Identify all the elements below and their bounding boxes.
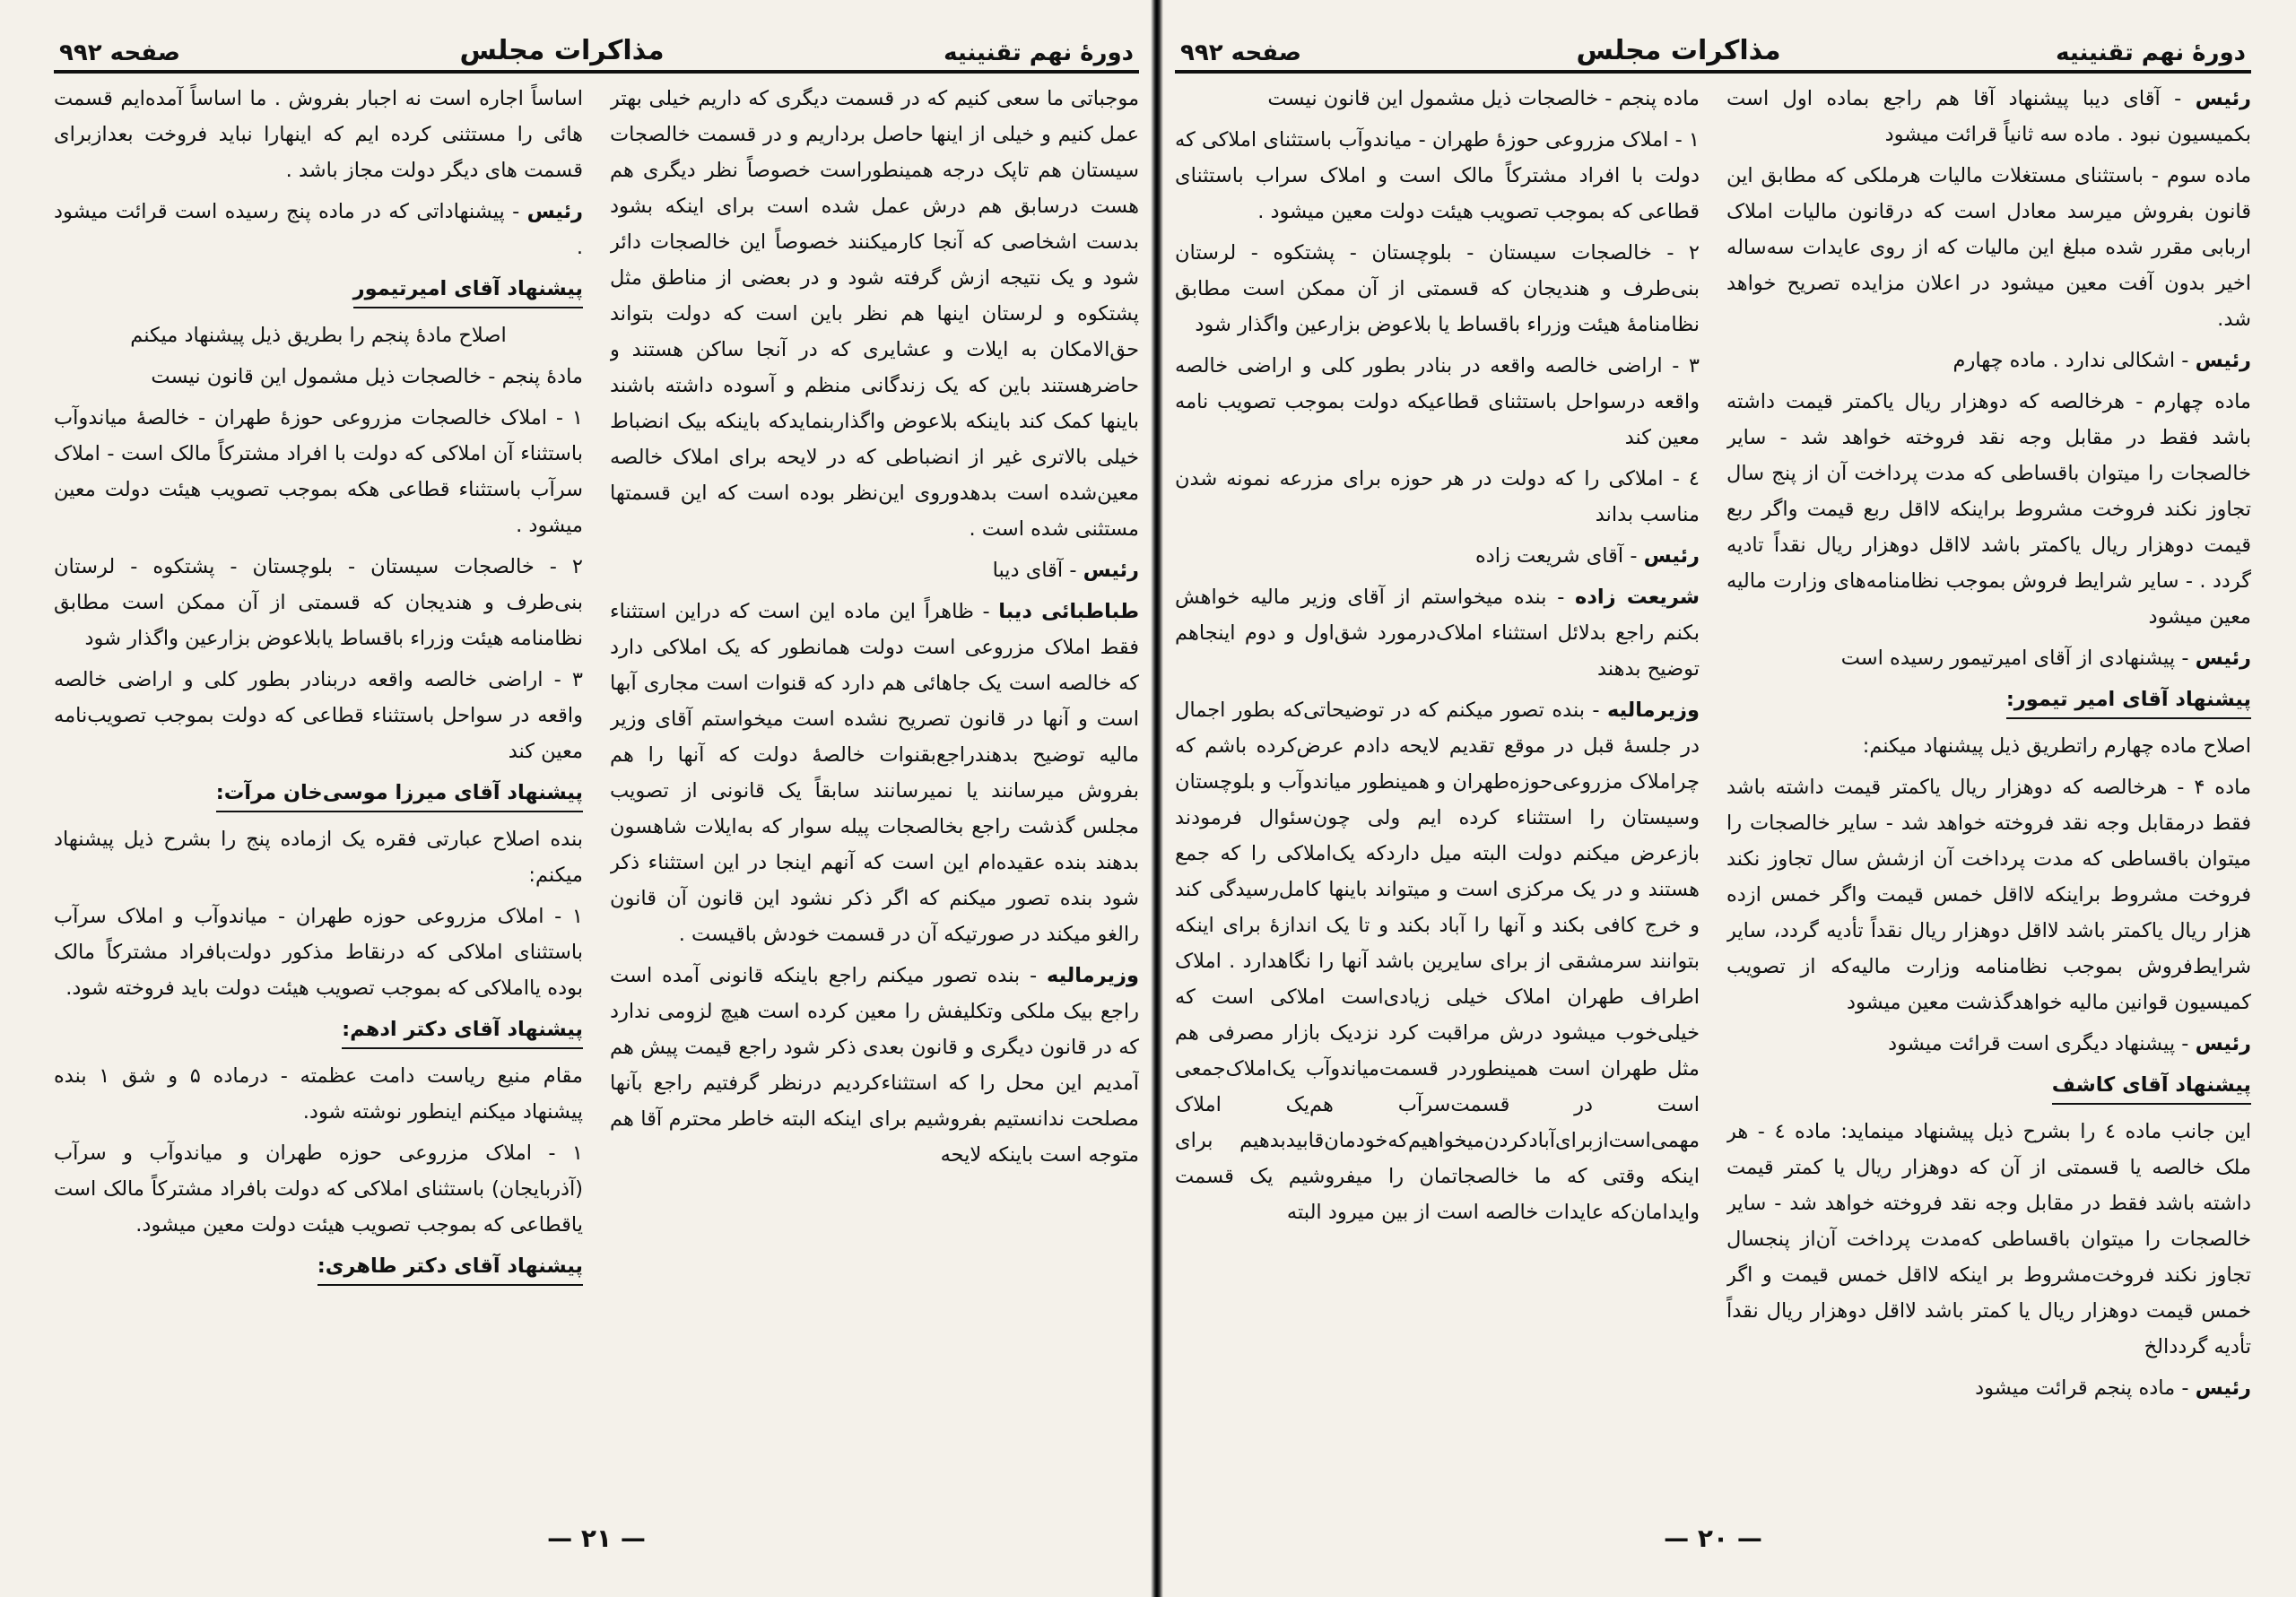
left-page-columns bbox=[54, 81, 1139, 1515]
body-paragraph: ماده ۴ - هرخالصه که دوهزار ریال یاکمتر قیمت داشته باشد فقط درمقابل وجه نقد فروخته خواهد شد - سایر خالصجات را میتوان باقساطی که مدت پرداخت آن ازشش سال تجاوز نکند فروخت مشروط براینکه لااقل خمس قیمت واگر خمس ازده هزار ریال یاکمتر باشد لااقل دوهزار ریال نقداً تأدیه گردد، سایر شرایط‌فروش بموجب نظامنامه وزارت مالیه‌که از تصویب کمیسیون قوانین مالیه خواهدگذشت معین میشود bbox=[1726, 776, 2251, 1014]
body-paragraph: مقام منیع ریاست دامت عظمته - درماده ۵ و شق ۱ بنده پیشنهاد میکنم اینطور نوشته شود. bbox=[54, 1064, 583, 1124]
body-paragraph: ۱ - املاک مزروعی حوزهٔ طهران - میاندوآب باستثنای املاکی که دولت با افراد مشترکاً مالک است و املاک سراب باستثنای قطاعی که بموجب تصویب هیئت دولت معین میشود . bbox=[1175, 128, 1700, 223]
right-header-session: دورهٔ نهم تقنینیه bbox=[2056, 39, 2246, 66]
right-page-columns bbox=[1175, 81, 2251, 1515]
speaker-name: رئیس bbox=[2195, 647, 2251, 670]
centered-line: اصلاح مادهٔ پنجم را بطریق ذیل پیشنهاد میکنم bbox=[130, 324, 507, 347]
proposal-heading bbox=[54, 775, 583, 816]
speaker-name: طباطبائی دیبا bbox=[998, 600, 1139, 623]
proposal-heading-text: پیشنهاد آقای دکتر ادهم: bbox=[342, 1011, 583, 1049]
body-paragraph: اصلاح ماده چهارم راتطریق ذیل پیشنهاد میکنم: bbox=[1862, 734, 2251, 758]
speaker-text: - پیشنهادی از آقای امیرتیمور رسیده است bbox=[1840, 647, 2196, 670]
speaker-name: رئیس bbox=[2195, 349, 2251, 372]
body-paragraph: ۳ - اراضی خالصه واقعه دربنادر بطور کلی و اراضی خالصه واقعه در سواحل باستثناء قطاعی که دولت بموجب تصویب‌نامه معین کند bbox=[54, 668, 583, 763]
speaker-paragraph bbox=[54, 194, 583, 265]
body-paragraph: ماده پنجم - خالصجات ذیل مشمول این قانون نیست bbox=[1267, 87, 1700, 110]
body-paragraph: اساساً اجاره است نه اجبار بفروش . ما اساساً آمده‌ایم قسمت هائی را مستثنی کرده ایم که اینهارا نباید فروخت بعدازبرای قسمت های دیگر دولت مجاز باشد . bbox=[54, 87, 583, 182]
proposal-heading-text: پیشنهاد آقای میرزا موسی‌خان مرآت: bbox=[216, 775, 583, 812]
body-paragraph: بنده اصلاح عبارتی فقره یک ازماده پنج را بشرح ذیل پیشنهاد میکنم: bbox=[54, 828, 583, 887]
right-header-page-label: صفحه ۹۹۲ bbox=[1180, 39, 1302, 66]
speaker-paragraph bbox=[1726, 81, 2251, 152]
body-paragraph: ۲ - خالصجات سیستان - بلوچستان - پشتکوه - لرستان بنی‌طرف و هندیجان که قسمتی از آن ممکن است مطابق نظامنامهٔ هیئت وزراء باقساط یا بلاعوض بزارعین واگذار شود bbox=[1175, 241, 1700, 336]
right-page-number: — ۲۰ — bbox=[1664, 1523, 1762, 1553]
body-paragraph: موجباتی ما سعی کنیم که در قسمت دیگری که داریم خیلی بهتر عمل کنیم و خیلی از اینها حاصل برداریم و در قسمت خالصجات سیستان هم تاپک درجه همینطوراست خصوصاً نظر دیگری هم هست درسابق هم درش عمل شده است برای اینکه بشود بدست اشخاصی که آنجا کارمیکنند خصوصاً این خالصجات دائر شود و یک نتیجه ازش گرفته شود و در بعضی از مناطق مثل پشتکوه و لرستان اینها هم نظر باین است که دولت بتواند حق‌الامکان به ایلات و عشایری که در آنجا ساکن هستند و حاضرهستند باین که یک زندگانی منظم و آسوده داشته باشند باینها کمک کند باینکه بلاعوض واگذاربنمایدکه باینکه بیک انضباط خیلی بالاتری غیر از انضباطی که در لایحه برای املاک خالصه معین‌شده است بدهدوروی این‌نظر بوده است که این قسمتها مستثنی شده است . bbox=[610, 87, 1139, 541]
proposal-heading-text: پیشنهاد آقای دکتر طاهری: bbox=[317, 1248, 583, 1286]
speaker-text: - بنده تصور میکنم که در توضیحاتی‌که بطور اجمال در جلسهٔ قبل در موقع تقدیم لایحه دادم عرض‌کرده باشم که چراملاک مزروعی‌حوزه‌طهران و همینطور میاندوآب و بلوچستان وسیستان را استثناء کرده ایم ولی چون‌سئوال فرمودند بازعرض میکنم دولت البته میل دارد‌که یک‌املاکی را که جمع هستند و در یک مرکزی است و میتواند باینها کامل‌رسیدگی کند و خرج کافی بکند و آنها را آباد بکند و تا یک اندازهٔ برای اینکه بتوانند سرمشقی از برای سایرین باشد آنها را نگاهدارد . املاک اطراف طهران املاک خیلی زیادی‌است املاکی است که خیلی‌خوب میشود درش مراقبت کرد نزدیک بازار مصرفی هم مثل طهران است همینطوردر قسمت‌میاندوآب یک‌املاک‌جمعی است در قسمت‌سرآب هم‌یک املاک مهمی‌است‌ازبرای‌آبادکردن‌میخواهیم‌که‌خودمان‌قابید‌بدهیم برای اینکه وقتی که ما خالصجاتمان را میفروشیم یک قسمت وایدامان‌که عایدات خالصه است از بین میرود البته bbox=[1175, 699, 1700, 1224]
left-header-page-label: صفحه ۹۹۲ bbox=[59, 39, 181, 66]
left-header-session: دورهٔ نهم تقنینیه bbox=[944, 39, 1134, 66]
left-page-right-column bbox=[610, 81, 1139, 1515]
right-page-left-column bbox=[1175, 81, 1700, 1515]
body-paragraph: مادهٔ پنجم - خالصجات ذیل مشمول این قانون نیست bbox=[151, 365, 583, 388]
speaker-name: شریعت زاده bbox=[1575, 586, 1700, 609]
left-page bbox=[54, 27, 1139, 1569]
book-gutter bbox=[1151, 0, 1163, 1597]
speaker-paragraph bbox=[1726, 640, 2251, 676]
speaker-text: - بنده تصور میکنم راجع باینکه قانونی آمده است راجع بیک ملکی وتکلیفش را معین کرده است هیچ لزومی ندارد که در قانون دیگری و قانون بعدی ذکر شود راجع قیمت پیش هم آمدیم این محل را که استثناءکردیم درنظر گرفتیم راجع بآنها مصلحت ندانستیم بفروشیم برای اینکه البته خاطر محترم آقا هم متوجه است باینکه لایحه bbox=[610, 964, 1139, 1167]
speaker-paragraph bbox=[610, 552, 1139, 588]
speaker-paragraph bbox=[610, 594, 1139, 952]
speaker-text: - بنده میخواستم از آقای وزیر مالیه خواهش بکنم راجع بدلائل استثناء املاک‌درمورد شق‌اول و دوم اینجاهم توضیح بدهند bbox=[1175, 586, 1700, 681]
right-page-header bbox=[1175, 27, 2251, 74]
body-paragraph: ماده سوم - باستثنای مستغلات مالیات هرملکی که مطابق این قانون بفروش میرسد معادل است که درقانون مالیات املاک اربابی مقرر شده مبلغ این مالیات که از روی عایدات سه‌ساله اخیر بدون آفت معین میشود در اعلان مزایده تصریح خواهد شد. bbox=[1726, 164, 2251, 331]
speaker-paragraph bbox=[1726, 1370, 2251, 1406]
body-paragraph: ۱ - املاک خالصجات مزروعی حوزهٔ طهران - خالصهٔ میاندوآب باستثناء آن املاکی که دولت با افراد مشترکاً مالک است - املاک سرآب باستثناء قطاعی هکه بموجب تصویب هیئت دولت معین میشود . bbox=[54, 406, 583, 537]
body-paragraph: ٤ - املاکی را که دولت در هر حوزه برای مزرعه نمونه شدن مناسب بداند bbox=[1175, 467, 1700, 526]
speaker-paragraph bbox=[1726, 1026, 2251, 1062]
left-page-number: — ۲۱ — bbox=[547, 1523, 646, 1553]
body-paragraph: ۳ - اراضی خالصه واقعه در بنادر بطور کلی و اراضی خالصه واقعه درسواحل باستثنای قطاعیکه دولت بموجب تصویب نامه معین کند bbox=[1175, 354, 1700, 449]
body-paragraph: ۱ - املاک مزروعی حوزه طهران - میاندوآب و املاک سرآب باستثنای املاکی که درنقاط مذکور دولت‌بافراد مشترکاً مالک بوده یااملاکی که بموجب تصویب هیئت دولت باید فروخته شود. bbox=[54, 905, 583, 1000]
speaker-name: رئیس bbox=[2195, 87, 2251, 110]
speaker-text: - آقای دیبا پیشنهاد آقا هم راجع بماده اول است بکمیسیون نبود . ماده سه ثانیاً قرائت میشود bbox=[1726, 87, 2251, 146]
speaker-name: رئیس bbox=[2195, 1032, 2251, 1055]
proposal-heading bbox=[54, 1248, 583, 1289]
speaker-paragraph bbox=[1175, 692, 1700, 1230]
left-page-header bbox=[54, 27, 1139, 74]
speaker-text: - پیشنهاداتی که در ماده پنج رسیده است قرائت میشود . bbox=[54, 200, 583, 259]
left-header-title: مذاکرات مجلس bbox=[459, 35, 665, 66]
speaker-paragraph bbox=[1175, 538, 1700, 574]
right-page bbox=[1175, 27, 2251, 1569]
proposal-heading-text: پیشنهاد آقای کاشف bbox=[2052, 1067, 2251, 1105]
speaker-text: - پیشنهاد دیگری است قرائت میشود bbox=[1888, 1032, 2196, 1055]
body-paragraph: ۲ - خالصجات سیستان - بلوچستان - پشتکوه - لرستان بنی‌طرف و هندیجان که قسمتی از آن ممکن است مطابق نظامنامه هیئت وزراء باقساط یابلاعوض بزارعین واگذار شود bbox=[54, 555, 583, 650]
speaker-text: - آقای شریعت زاده bbox=[1474, 544, 1644, 568]
body-paragraph: ۱ - املاک مزروعی حوزه طهران و میاندوآب و سرآب (آذربایجان) باستثنای املاکی که دولت بافراد مشترکاً مالک است یاقطاعی که بموجب تصویب هیئت دولت معین میشود. bbox=[54, 1141, 583, 1237]
speaker-text: - اشکالی ندارد . ماده چهارم bbox=[1952, 349, 2196, 372]
speaker-paragraph bbox=[1726, 343, 2251, 378]
right-header-title: مذاکرات مجلس bbox=[1576, 35, 1781, 66]
proposal-heading-text: پیشنهاد آقای امیرتیمور bbox=[353, 271, 583, 308]
proposal-heading bbox=[1726, 681, 2251, 723]
proposal-heading bbox=[54, 1011, 583, 1053]
speaker-name: رئیس bbox=[526, 200, 583, 223]
right-page-right-column bbox=[1726, 81, 2251, 1515]
body-paragraph: ماده چهارم - هرخالصه که دوهزار ریال یاکمتر قیمت داشته باشد فقط در مقابل وجه نقد فروخته خواهد شد - سایر خالصجات را میتوان باقساطی که مدت پرداخت آن از پنج سال تجاوز نکند فروخت مشروط براینکه لااقل ربع قیمت واگر ربع قیمت دوهزار ریال یاکمتر باشد لااقل دوهزار ریال نقداً تادیه گردد . - سایر شرایط فروش بموجب نظامنامه‌های وزارت مالیه معین میشود bbox=[1726, 390, 2251, 629]
body-paragraph: این جانب ماده ٤ را بشرح ذیل پیشنهاد مینماید: ماده ٤ - هر ملک خالصه یا قسمتی از آن که دوهزار ریال یا کمتر قیمت داشته باشد فقط در مقابل وجه نقد فروخته خواهد شد - سایر خالصجات را میتوان باقساطی که‌مدت پرداخت آن‌از پنجسال تجاوز نکند فروخت‌مشروط بر اینکه لااقل خمس قیمت و اگر خمس قیمت دوهزار ریال یا کمتر باشد لااقل دوهزار ریال نقداً تأدیه گردد‌الخ bbox=[1726, 1120, 2251, 1358]
speaker-text: - ظاهراً این ماده این است که دراین استثناء فقط املاک مزروعی است دولت همانطور که یک املاکی دارد که خالصه است یک جاهائی هم دارد که قنوات است مجاری آبها است و آنها در قانون تصریح نشده است میخواستم آقای وزیر مالیه توضیح بدهندراجع‌بقنوات خالصهٔ دولت که آنها را هم بفروش میرسانند یا نمیرسانند سابقاً یک قانونی از تصویب مجلس گذشت راجع بخالصجات پیله سوار که به‌ایلات شاهسون بدهند بنده عقیده‌ام این است که آنهم اینجا در این استثناء ذکر شود بنده تصور میکنم که اگر ذکر نشود این قانون آن قانون رالغو میکند در صورتیکه آن در قسمت خودش باقیست . bbox=[610, 600, 1139, 946]
speaker-name: رئیس bbox=[1643, 544, 1700, 568]
proposal-heading bbox=[54, 271, 583, 312]
speaker-text: - ماده پنجم قرائت میشود bbox=[1975, 1376, 2196, 1400]
proposal-heading-text: پیشنهاد آقای امیر تیمور: bbox=[2006, 681, 2251, 719]
proposal-heading bbox=[1726, 1067, 2251, 1108]
speaker-name: رئیس bbox=[1083, 559, 1139, 582]
speaker-paragraph bbox=[610, 958, 1139, 1173]
speaker-name: وزیرمالیه bbox=[1046, 964, 1139, 987]
speaker-text: - آقای دیبا bbox=[992, 559, 1083, 582]
speaker-paragraph bbox=[1175, 579, 1700, 687]
left-page-left-column bbox=[54, 81, 583, 1515]
speaker-name: رئیس bbox=[2195, 1376, 2251, 1400]
speaker-name: وزیرمالیه bbox=[1606, 699, 1700, 722]
